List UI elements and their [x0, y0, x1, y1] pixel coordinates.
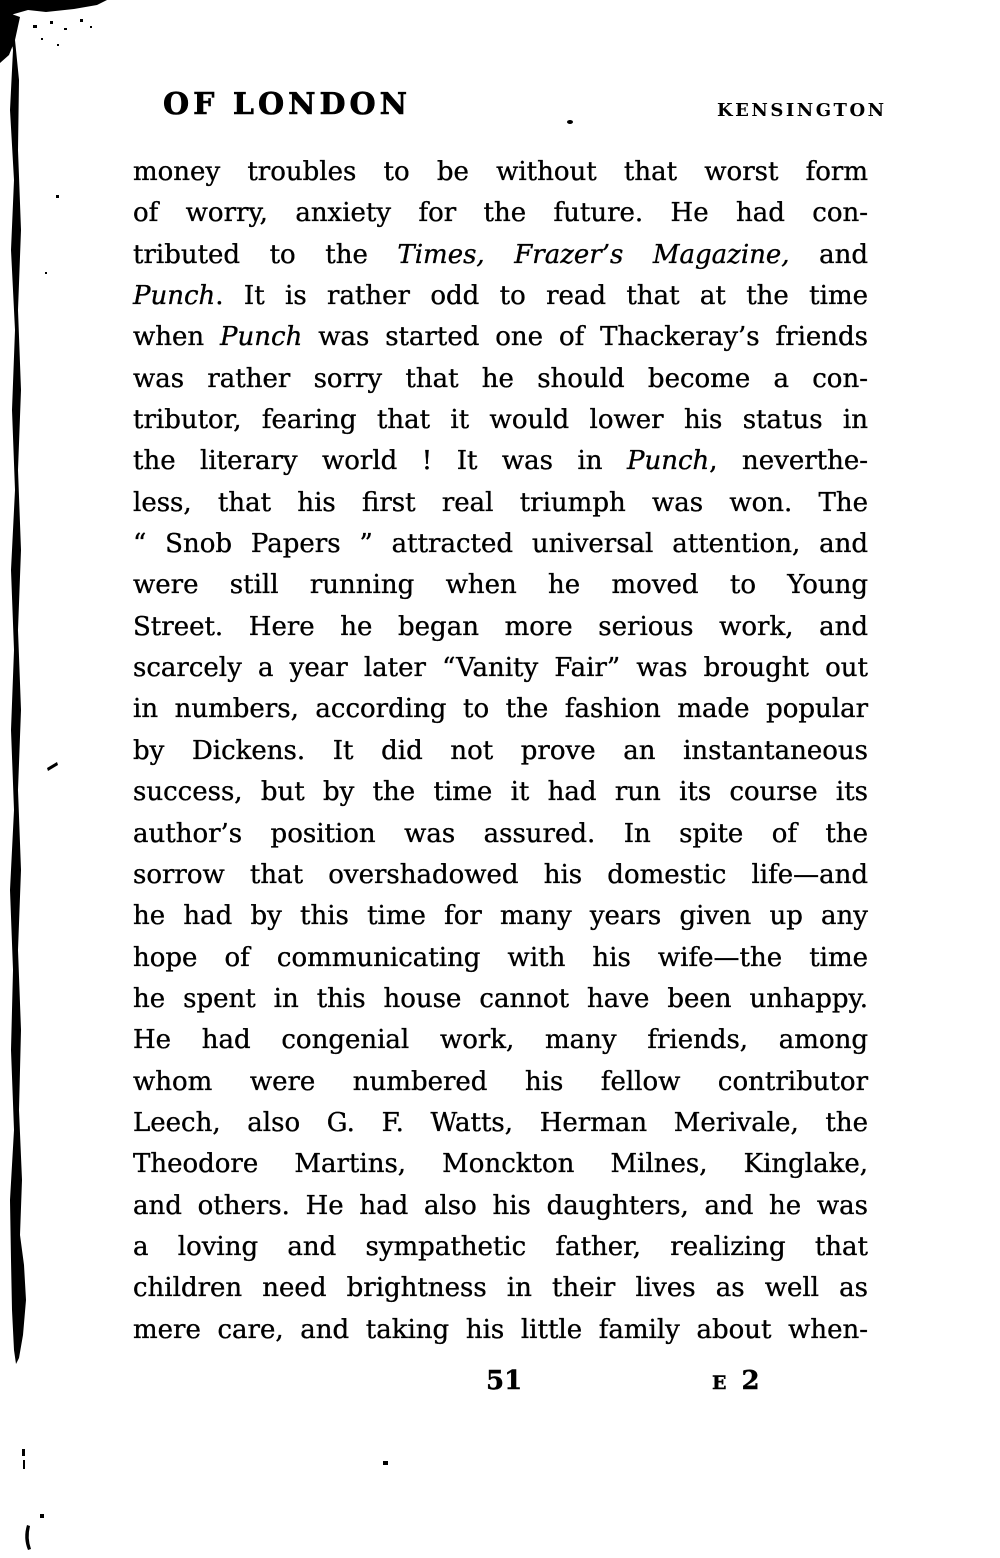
ink-smear-top-edge-shape [0, 0, 107, 19]
running-header-title: OF LONDON [163, 87, 412, 122]
text-line: author’s position was assured. In spite of the [133, 818, 868, 849]
text-line: a loving and sympathetic father, realizing that [133, 1231, 868, 1262]
text-line: Punch. It is rather odd to read that at the time [133, 281, 868, 312]
text-line: He had congenial work, many friends, among [133, 1025, 868, 1056]
text-line: “ Snob Papers ” attracted universal attention, and [133, 529, 868, 560]
text-line: tributed to the Times, Frazer’s Magazine, and [133, 239, 868, 270]
text-line: he spent in this house cannot have been unhappy. [133, 983, 868, 1014]
text-line: Street. Here he began more serious work, and [133, 611, 868, 642]
page-number: 51 [486, 1366, 523, 1396]
text-line: of worry, anxiety for the future. He had con- [133, 198, 868, 229]
text-line: children need brightness in their lives as well as [133, 1273, 868, 1304]
text-line: success, but by the time it had run its course its [133, 777, 868, 808]
text-line: in numbers, according to the fashion made popular [133, 694, 868, 725]
ink-specks-top-left-shapes [33, 19, 92, 274]
text-line: and others. He had also his daughters, and he was [133, 1190, 868, 1221]
running-header-section: KENSINGTON [717, 100, 887, 121]
text-line: tributor, fearing that it would lower his status in [133, 405, 868, 436]
text-line: less, that his first real triumph was won. The [133, 487, 868, 518]
text-line: Leech, also G. F. Watts, Herman Merivale, the [133, 1107, 868, 1138]
text-line: sorrow that overshadowed his domestic life—and [133, 859, 868, 890]
text-line: scarcely a year later “Vanity Fair” was brought out [133, 653, 868, 684]
printers-signature [712, 1368, 760, 1394]
text-line: hope of communicating with his wife—the time [133, 942, 868, 973]
page-body [133, 152, 868, 1351]
text-line: he had by this time for many years given up any [133, 901, 868, 932]
ink-streak-left-edge-shape [9, 22, 26, 1364]
text-line: were still running when he moved to Young [133, 570, 868, 601]
text-line: mere care, and taking his little family about when- [133, 1314, 868, 1345]
ink-marks-bottom-left-shapes [22, 1449, 44, 1550]
text-line: Theodore Martins, Monckton Milnes, Kinglake, [133, 1149, 868, 1180]
ink-dash-left-margin-shape [47, 762, 58, 771]
signature-number: 2 [741, 1366, 760, 1396]
text-line: money troubles to be without that worst form [133, 157, 868, 187]
text-line: whom were numbered his fellow contributor [133, 1066, 868, 1097]
ink-blob-top-left-corner-shape [0, 10, 20, 63]
ink-dot-footer-shape [383, 1461, 388, 1465]
text-line: by Dickens. It did not prove an instantaneous [133, 735, 868, 766]
ink-dot-header-gap-shape [567, 120, 573, 124]
text-line: the literary world ! It was in Punch, neverthe- [133, 446, 868, 477]
text-line: was rather sorry that he should become a con- [133, 363, 868, 394]
text-line: when Punch was started one of Thackeray’s friends [133, 322, 869, 353]
signature-letter: E [712, 1372, 727, 1394]
